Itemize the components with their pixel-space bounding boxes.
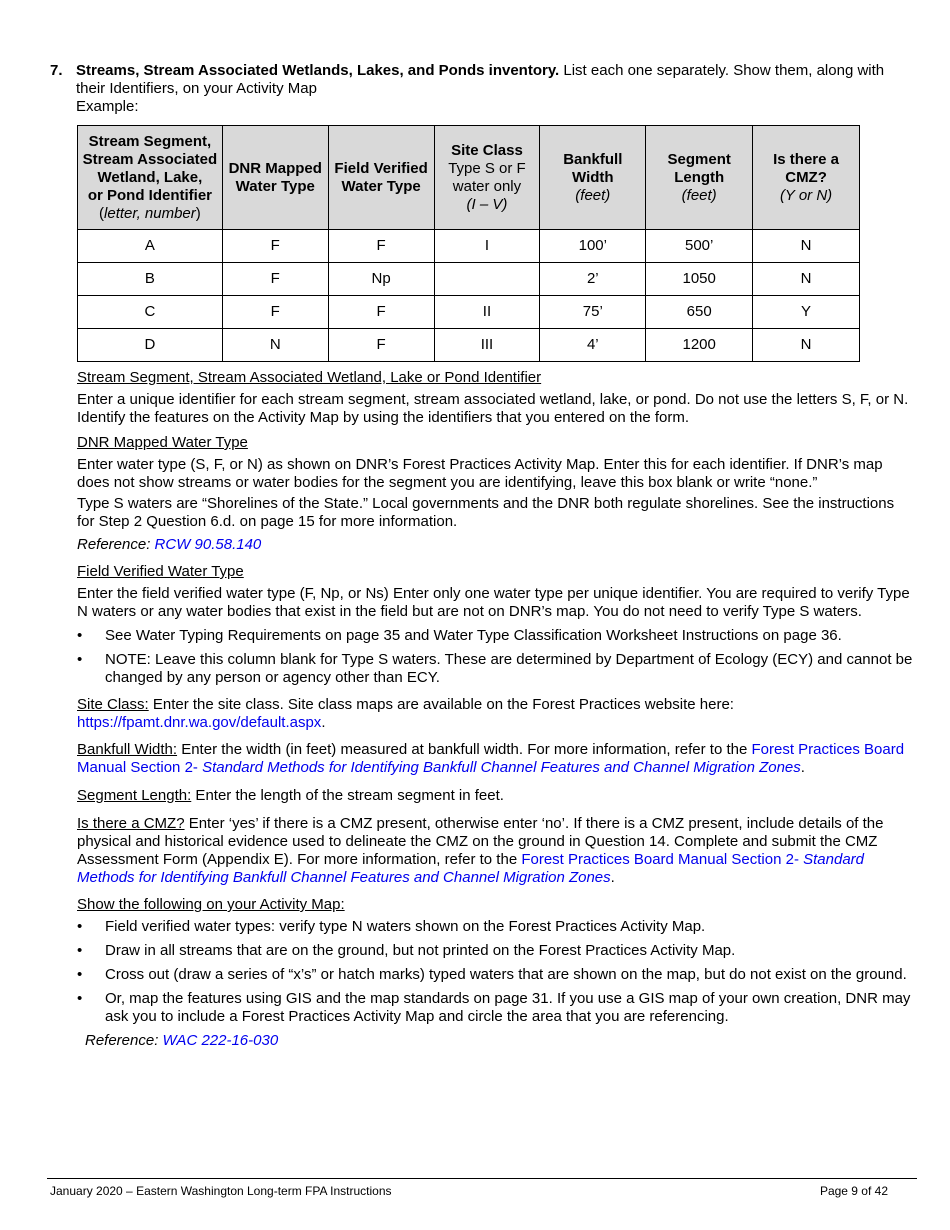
list-item-text: Cross out (draw a series of “x’s” or hatch marks) typed waters that are shown on the map, but do not exist on the ground. <box>105 966 907 983</box>
table-cell: Y <box>753 296 860 329</box>
table-cell <box>434 263 540 296</box>
header-fragment: letter, number <box>104 204 196 222</box>
table-row <box>78 230 860 263</box>
header-fragment: ) <box>195 204 201 222</box>
column-header-line: (I – V) <box>466 195 508 213</box>
segment-paragraph <box>77 787 915 805</box>
table-row <box>78 296 860 329</box>
bullet-icon: • <box>77 627 83 644</box>
identifier-heading: Stream Segment, Stream Associated Wetland, Lake or Pond Identifier <box>77 369 542 386</box>
table-cell: A <box>78 230 223 263</box>
column-header-line: CMZ? <box>785 168 827 186</box>
column-header <box>434 126 540 230</box>
column-header-line: DNR Mapped <box>228 159 322 177</box>
column-header <box>646 126 753 230</box>
bullet-icon: • <box>77 651 83 668</box>
cmz-heading: Is there a CMZ? <box>77 815 185 832</box>
site-class-heading: Site Class: <box>77 696 149 713</box>
dnr-reference <box>77 536 915 554</box>
bullet-icon: • <box>77 966 83 983</box>
table-cell: I <box>434 230 540 263</box>
column-header-line: water only <box>452 177 522 195</box>
site-class-paragraph <box>77 696 915 732</box>
list-item <box>77 942 915 960</box>
bankfull-paragraph <box>77 741 915 777</box>
column-header-line: Is there a <box>773 150 839 168</box>
map-heading: Show the following on your Activity Map: <box>77 896 345 913</box>
list-item-text: See Water Typing Requirements on page 35 and Water Type Classification Worksheet Instructions on page 36. <box>105 627 842 644</box>
column-header-line: (Y or N) <box>779 186 833 204</box>
column-header-line: Wetland, Lake, <box>97 168 203 186</box>
column-header <box>222 126 328 230</box>
table-row <box>78 263 860 296</box>
reference-label: Reference: <box>77 536 155 553</box>
table-cell: Np <box>328 263 434 296</box>
column-header-line: Water Type <box>341 177 421 195</box>
field-text: Enter the field verified water type (F, Np, or Ns) Enter only one water type per unique identifier. You are required to verify Type N waters or any water bodies that exist in the field but are not on DNR’s map. You do not need to verify Type S waters. <box>77 585 910 620</box>
table-cell: 500’ <box>646 230 753 263</box>
table-cell: B <box>78 263 223 296</box>
list-item-text: NOTE: Leave this column blank for Type S waters. These are determined by Department of Ecology (ECY) and cannot be changed by any person or agency other than ECY. <box>105 651 913 686</box>
bankfull-heading: Bankfull Width: <box>77 741 178 758</box>
manual-link-text: Forest Practices Board Manual Section 2- <box>521 851 804 868</box>
reference-label: Reference: <box>85 1032 163 1049</box>
column-header-line: Field Verified <box>334 159 428 177</box>
table-header-row <box>78 126 860 230</box>
column-header <box>540 126 646 230</box>
instructions-body <box>77 369 915 1050</box>
column-header-line <box>79 205 221 223</box>
list-item <box>77 627 915 645</box>
example-label: Example: <box>76 98 139 115</box>
inventory-example-table <box>77 125 860 362</box>
table-cell: F <box>222 230 328 263</box>
table-cell: C <box>78 296 223 329</box>
header-fragment: ( <box>99 204 105 222</box>
footer-page-number: Page 9 of 42 <box>819 1184 888 1198</box>
column-header-line: or Pond Identifier <box>87 186 212 204</box>
list-item-text: Field verified water types: verify type N waters shown on the Forest Practices Activity Map. <box>105 918 706 935</box>
map-reference <box>85 1032 915 1050</box>
table-cell: 1200 <box>646 329 753 362</box>
table-cell: N <box>222 329 328 362</box>
list-item <box>77 990 915 1026</box>
table-cell: 75’ <box>540 296 646 329</box>
table-cell: D <box>78 329 223 362</box>
bullet-icon: • <box>77 918 83 935</box>
table-cell: 650 <box>646 296 753 329</box>
column-header-line: Segment <box>667 150 731 168</box>
column-header-line: Width <box>572 168 614 186</box>
question-7 <box>50 62 910 116</box>
site-class-link[interactable]: https://fpamt.dnr.wa.gov/default.aspx <box>77 714 322 731</box>
segment-text: Enter the length of the stream segment in feet. <box>191 787 504 804</box>
field-bullet-list <box>77 627 915 687</box>
dnr-text-1: Enter water type (S, F, or N) as shown on DNR’s Forest Practices Activity Map. Enter this for each identifier. If DNR’s map does not show streams or water bodies for the segment you are identifying, leave this box blank or write “none.” <box>77 456 883 491</box>
table-cell: N <box>753 230 860 263</box>
list-item <box>77 918 915 936</box>
site-class-text: Enter the site class. Site class maps are available on the Forest Practices website here: <box>148 696 734 713</box>
table-cell: N <box>753 263 860 296</box>
question-intro: List each one separately. Show them, along with their Identifiers, on your Activity Map <box>76 62 885 97</box>
manual-link-text: Forest Practices Board Manual Section 2- <box>77 741 905 776</box>
wac-link[interactable]: WAC 222-16-030 <box>162 1032 279 1049</box>
bullet-icon: • <box>77 942 83 959</box>
column-header-line: (feet) <box>681 186 717 204</box>
column-header-line: Bankfull <box>563 150 623 168</box>
cmz-text: Enter ‘yes’ if there is a CMZ present, otherwise enter ‘no’. If there is a CMZ present, include details of the physical and historical evidence used to delineate the CMZ on the ground in Question 14. Complete and submit the CMZ Assessment Form (Appendix E). For more information, refer to the <box>77 815 884 868</box>
table-cell: N <box>753 329 860 362</box>
column-header <box>753 126 860 230</box>
column-header-line: Site Class <box>451 141 523 159</box>
column-header-line: Water Type <box>235 177 315 195</box>
site-class-period: . <box>321 714 326 731</box>
field-heading: Field Verified Water Type <box>77 563 244 580</box>
map-bullet-list <box>77 918 915 1026</box>
column-header <box>78 126 223 230</box>
table-row <box>78 329 860 362</box>
bullet-icon: • <box>77 990 83 1007</box>
list-item-text: Or, map the features using GIS and the map standards on page 31. If you use a GIS map of your own creation, DNR may ask you to include a Forest Practices Activity Map and circle the area that you are referencing. <box>105 990 911 1025</box>
dnr-heading: DNR Mapped Water Type <box>77 434 248 451</box>
table-cell: F <box>328 230 434 263</box>
column-header <box>328 126 434 230</box>
table-body <box>78 230 860 362</box>
question-number: 7. <box>50 62 63 79</box>
column-header-line: Length <box>674 168 725 186</box>
dnr-text-2: Type S waters are “Shorelines of the State.” Local governments and the DNR both regulate shorelines. See the instructions for Step 2 Question 6.d. on page 15 for more information. <box>77 495 895 530</box>
column-header-line: Stream Segment, <box>88 132 212 150</box>
question-title: Streams, Stream Associated Wetlands, Lakes, and Ponds inventory. <box>76 62 560 79</box>
table-cell: F <box>328 329 434 362</box>
bankfull-period: . <box>800 759 805 776</box>
footer-left: January 2020 – Eastern Washington Long-term FPA Instructions <box>50 1184 392 1198</box>
list-item <box>77 651 915 687</box>
list-item <box>77 966 915 984</box>
cmz-paragraph <box>77 815 915 887</box>
column-header-line: Stream Associated <box>82 150 218 168</box>
table-cell: 100’ <box>540 230 646 263</box>
bankfull-text: Enter the width (in feet) measured at bankfull width. For more information, refer to the <box>177 741 752 758</box>
table-cell: F <box>222 296 328 329</box>
table-cell: F <box>222 263 328 296</box>
table-cell: F <box>328 296 434 329</box>
cmz-period: . <box>610 869 615 886</box>
table-cell: 4’ <box>540 329 646 362</box>
identifier-text: Enter a unique identifier for each stream segment, stream associated wetland, lake, or pond. Do not use the letters S, F, or N. Identify the features on the Activity Map by using the identifiers that you entered on the form. <box>77 391 909 426</box>
table-cell: III <box>434 329 540 362</box>
table-cell: 2’ <box>540 263 646 296</box>
list-item-text: Draw in all streams that are on the ground, but not printed on the Forest Practices Activity Map. <box>105 942 736 959</box>
manual-link-italic: Standard Methods for Identifying Bankfull Channel Features and Channel Migration Zones <box>77 851 865 886</box>
manual-link-italic: Standard Methods for Identifying Bankfull Channel Features and Channel Migration Zones <box>202 759 801 776</box>
segment-heading: Segment Length: <box>77 787 192 804</box>
column-header-line: Type S or F <box>448 159 526 177</box>
table-cell: II <box>434 296 540 329</box>
column-header-line: (feet) <box>575 186 611 204</box>
rcw-link[interactable]: RCW 90.58.140 <box>154 536 262 553</box>
table-cell: 1050 <box>646 263 753 296</box>
footer-divider <box>47 1178 917 1179</box>
